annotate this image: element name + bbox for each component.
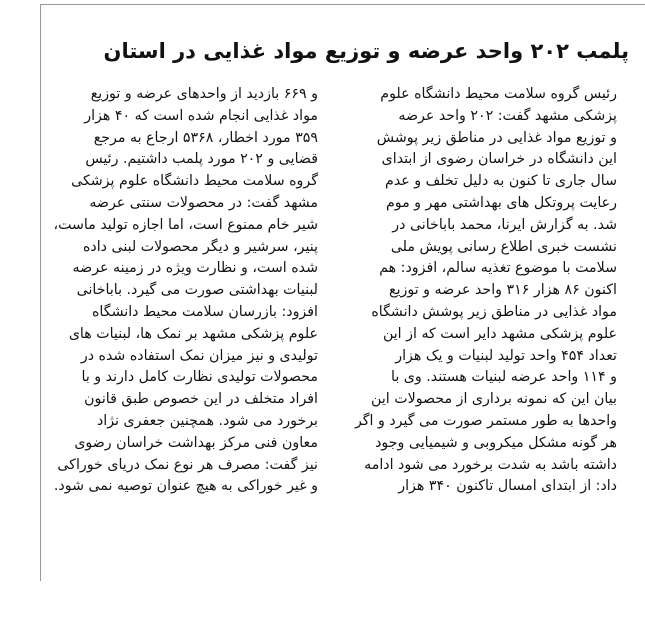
article-text-line: این دانشگاه در خراسان رضوی از ابتدای xyxy=(381,151,617,168)
article-text-line: و ۶۶۹ بازدید از واحدهای عرضه و توزیع xyxy=(90,86,318,102)
article-text-line: و ۱۱۴ واحد عرضه لبنیات هستند. وی با xyxy=(391,369,617,386)
article-text-line: واحدها به طور مستمر صورت می گیرد و اگر xyxy=(354,412,617,429)
article-text-line: سلامت با موضوع تغذیه سالم، افزود: هم xyxy=(379,260,617,277)
article-text-line: مواد غذایی در مناطق زیر پوشش دانشگاه xyxy=(371,303,617,320)
article-text-line: و توزیع مواد غذایی در مناطق زیر پوشش xyxy=(376,129,617,146)
article-text-line: نیز گفت: مصرف هر نوع نمک دریای خوراکی xyxy=(57,456,318,473)
article-column-left xyxy=(50,84,318,498)
article-text-line: علوم پزشکی مشهد دایر است که از این xyxy=(382,325,617,342)
top-rule xyxy=(40,4,645,5)
article-text-line: گروه سلامت محیط دانشگاه علوم پزشکی xyxy=(71,173,318,190)
article-text-line: مشهد گفت: در محصولات سنتی عرضه xyxy=(89,194,318,211)
article-text-line: رئیس گروه سلامت محیط دانشگاه علوم xyxy=(380,86,617,102)
article-text-line: افراد متخلف در این خصوص طبق قانون xyxy=(84,391,318,408)
article-text-line: هر گونه مشکل میکروبی و شیمیایی وجود xyxy=(375,434,617,451)
article-text-line: محصولات تولیدی نظارت کامل دارند و با xyxy=(81,369,318,386)
article-text-line: و غیر خوراکی به هیچ عنوان توصیه نمی شود. xyxy=(53,478,318,495)
article-text-line: تولیدی و نیز میزان نمک استفاده شده در xyxy=(80,347,318,364)
article-text-line: علوم پزشکی مشهد بر نمک ها، لبنیات های xyxy=(68,325,318,342)
article-column-right xyxy=(349,84,617,498)
article-text-line: لبنیات بهداشتی صورت می گیرد. باباخانی xyxy=(76,282,318,299)
article-text-line: شد. به گزارش ایرنا، محمد باباخانی در xyxy=(392,216,617,233)
article-text-line: نشست خبری اطلاع رسانی پویش ملی xyxy=(390,238,617,255)
article-text-line: شده است، و نظارت ویژه در زمینه عرضه xyxy=(72,260,318,277)
article-text-line: افزود: بازرسان سلامت محیط دانشگاه xyxy=(92,303,318,320)
article-text-line: بیان این که نمونه برداری از محصولات این xyxy=(371,391,617,408)
article-text-line: معاون فنی مرکز بهداشت خراسان رضوی xyxy=(74,434,318,451)
article-text-line: داشته باشد به شدت برخورد می شود ادامه xyxy=(364,456,617,473)
article-text-line: شیر خام ممنوع است، اما اجازه تولید ماست، xyxy=(53,216,318,233)
article-text-line: سال جاری تا کنون به دلیل تخلف و عدم xyxy=(385,173,617,190)
article-text-line: مواد غذایی انجام شده است که ۴۰ هزار xyxy=(84,107,318,124)
article-text-line: ۳۵۹ مورد اخطار، ۵۳۶۸ ارجاع به مرجع xyxy=(93,129,318,146)
article-text-line: اکنون ۸۶ هزار ۳۱۶ واحد عرضه و توزیع xyxy=(389,282,617,299)
article-text-line: داد: از ابتدای امسال تاکنون ۳۴۰ هزار xyxy=(398,478,617,495)
article-headline: پلمب ۲۰۲ واحد عرضه و توزیع مواد غذایی در استان xyxy=(103,39,629,63)
article-text-line: قضایی و ۲۰۲ مورد پلمب داشتیم. رئیس xyxy=(85,151,318,168)
left-column-rule xyxy=(40,4,41,581)
article-text-line: تعداد ۴۵۴ واحد تولید لبنیات و یک هزار xyxy=(395,347,617,364)
article-text-line: برخورد می شود. همچنین جعفری نژاد xyxy=(96,412,318,429)
article-text-line: پزشکی مشهد گفت: ۲۰۲ واحد عرضه xyxy=(398,107,617,124)
article-text-line: پنیر، سرشیر و دیگر محصولات لبنی داده xyxy=(82,238,318,255)
article-text-line: رعایت پروتکل های بهداشتی مهر و موم xyxy=(385,194,617,211)
